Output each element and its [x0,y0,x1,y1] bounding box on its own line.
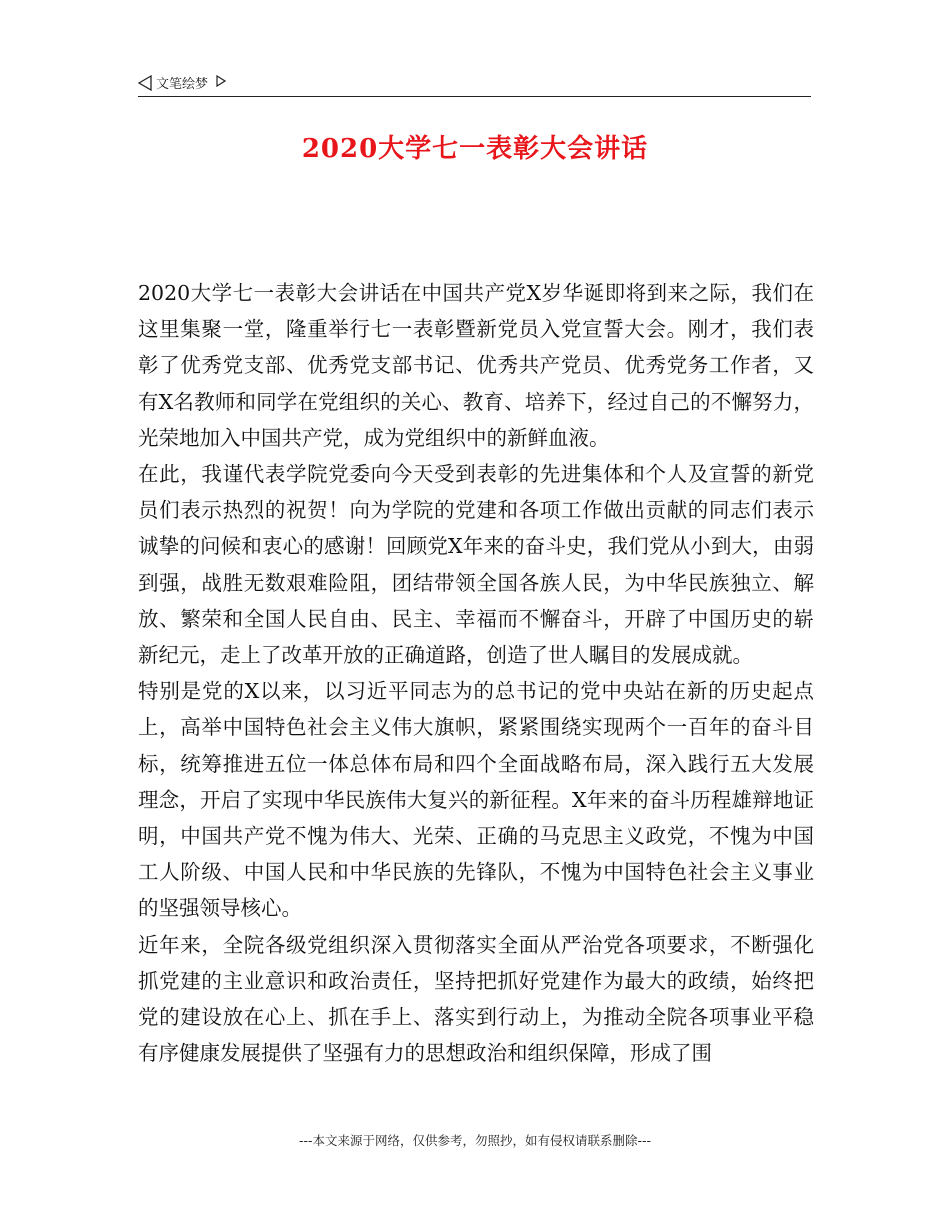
document-body [138,275,814,1071]
paragraph-3: 特别是党的X以来，以习近平同志为的总书记的党中央站在新的历史起点上，高举中国特色社会主义伟大旗帜，紧紧围绕实现两个一百年的奋斗目标，统筹推进五位一体总体布局和四个全面战略布局，深入践行五大发展理念，开启了实现中华民族伟大复兴的新征程。X年来的奋斗历程雄辩地证明，中国共产党不愧为伟大、光荣、正确的马克思主义政党，不愧为中国工人阶级、中国人民和中华民族的先锋队，不愧为中国特色社会主义事业的坚强领导核心。 [138,679,814,921]
footer-notice: ---本文来源于网络，仅供参考，勿照抄，如有侵权请联系删除--- [298,1133,652,1148]
triangle-left-icon [138,75,152,91]
document-title: 2020大学七一表彰大会讲话 [301,134,649,164]
triangle-right-icon [216,75,226,87]
paragraph-4: 近年来，全院各级党组织深入贯彻落实全面从严治党各项要求，不断强化抓党建的主业意识和政治责任，坚持把抓好党建作为最大的政绩，始终把党的建设放在心上、抓在手上、落实到行动上，为推动全院各项事业平稳有序健康发展提供了坚强有力的思想政治和组织保障，形成了围 [138,932,814,1066]
paragraph-2: 在此，我谨代表学院党委向今天受到表彰的先进集体和个人及宣誓的新党员们表示热烈的祝贺！向为学院的党建和各项工作做出贡献的同志们表示诚挚的问候和衷心的感谢！回顾党X年来的奋斗史，我们党从小到大，由弱到强，战胜无数艰难险阻，团结带领全国各族人民，为中华民族独立、解放、繁荣和全国人民自由、民主、幸福而不懈奋斗，开辟了中国历史的崭新纪元，走上了改革开放的正确道路，创造了世人瞩目的发展成就。 [138,462,814,668]
paragraph-1: 2020大学七一表彰大会讲话在中国共产党X岁华诞即将到来之际，我们在这里集聚一堂，隆重举行七一表彰暨新党员入党宣誓大会。刚才，我们表彰了优秀党支部、优秀党支部书记、优秀共产党员、优秀党务工作者，又有X名教师和同学在党组织的关心、教育、培养下，经过自己的不懈努力，光荣地加入中国共产党，成为党组织中的新鲜血液。 [138,281,814,450]
page-header [138,70,811,97]
brand [138,73,226,92]
brand-name: 文笔绘梦 [156,77,209,92]
